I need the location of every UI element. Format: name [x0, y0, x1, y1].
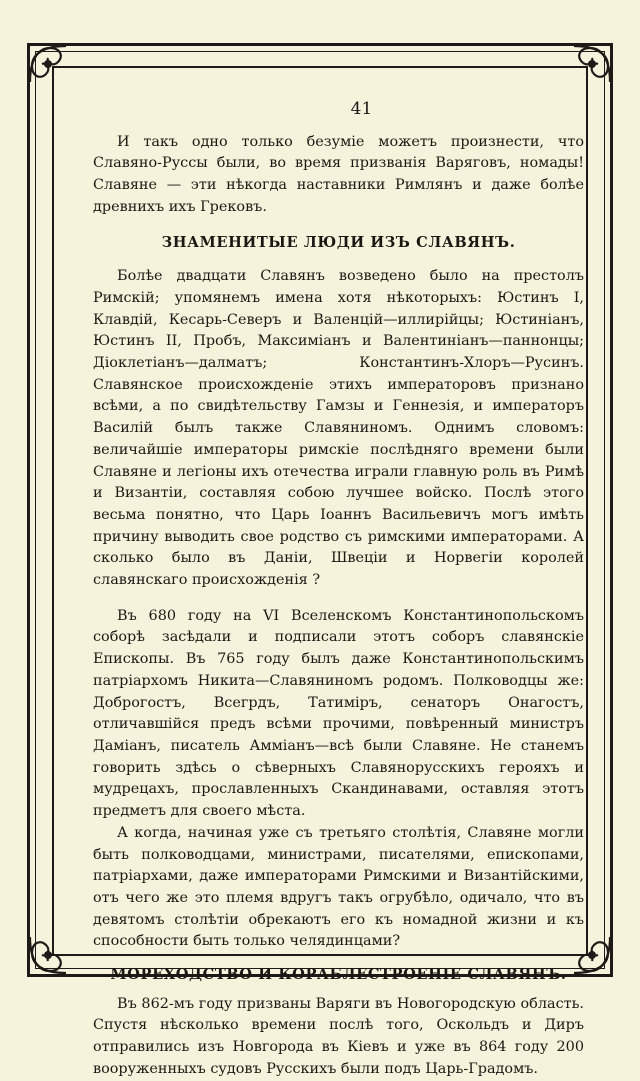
- page-number: 41: [350, 99, 373, 119]
- paragraph-3: Въ 680 году на VI Вселенскомъ Константинопольскомъ соборѣ засѣдали и подписали этотъ соборъ славянскіе Епископы. Въ 765 году былъ даже Константинопольскимъ патріархомъ Никита—Славяниномъ родомъ. Полководцы же: Доброгостъ, Всегрдъ, Татиміръ, сенаторъ Онагостъ, отличавшійся предъ всѣми прочими, повѣренный министръ Даміанъ, писатель Амміанъ—всѣ были Славяне. Не станемъ говорить здѣсь о сѣверныхъ Славянорусскихъ герояхъ и мудрецахъ, прославленныхъ Скандинавами, оставляя этотъ предметъ для своего мѣста.: [93, 607, 584, 820]
- corner-ornament-top-right: [568, 40, 616, 88]
- paragraph-5: Въ 862-мъ году призваны Варяги въ Новогородскую область. Спустя нѣсколько времени послѣ того, Оскольдъ и Диръ отправились изъ Новгорода въ Кіевъ и уже въ 864 году 200 вооруженныхъ судовъ Русскихъ были подъ Царь-Градомъ.: [93, 995, 584, 1077]
- corner-ornament-top-left: [24, 40, 72, 88]
- paragraph-2: Болѣе двадцати Славянъ возведено было на престолъ Римскій; упомянемъ имена хотя нѣкоторыхъ: Юстинъ I, Клавдій, Кесарь-Северъ и Валенцій—иллирійцы; Юстиніанъ, Юстинъ II, Пробъ, Максиміанъ и Валентиніанъ—паннонцы; Діоклетіанъ—далматъ; Константинъ-Хлоръ—Русинъ. Славянское происхожденіе этихъ императоровъ признано всѣми, а по свидѣтельству Гамзы и Геннезія, и императоръ Василій былъ также Славяниномъ. Однимъ словомъ: величайшіе императоры римскіе послѣдняго времени были Славяне и легіоны ихъ отечества играли главную роль въ Римѣ и Византіи, составляя собою лучшее войско. Послѣ этого весьма понятно, что Царь Іоаннъ Васильевичъ могъ имѣть причину выводить свое родство съ римскими императорами. А сколько было въ Даніи, Швеціи и Норвегіи королей славянскаго происхожденія ?: [93, 268, 584, 589]
- section-heading-seafaring: МОРЕХОДСТВО И КОРАБЛЕСТРОЕНІЕ СЛАВЯНЪ.: [110, 966, 567, 984]
- page-text-block: [93, 99, 584, 1081]
- paragraph-1: И такъ одно только безуміе можетъ произнести, что Славяно-Руссы были, во время призванія Варяговъ, номады! Славяне — эти нѣкогда наставники Римлянъ и даже болѣе древнихъ ихъ Грековъ.: [93, 133, 584, 215]
- section-heading-famous-people: ЗНАМЕНИТЫЕ ЛЮДИ ИЗЪ СЛАВЯНЪ.: [161, 233, 516, 251]
- paragraph-4: А когда, начиная уже съ третьяго столѣтія, Славяне могли быть полководцами, министрами, писателями, епископами, патріархами, даже императорами Римскими и Византійскими, отъ чего же это племя вдругъ такъ огрубѣло, одичало, что въ девятомъ столѣтіи обрекаютъ его къ номадной жизни и къ способности быть только челядинцами?: [93, 824, 584, 950]
- corner-ornament-bottom-left: [24, 931, 72, 979]
